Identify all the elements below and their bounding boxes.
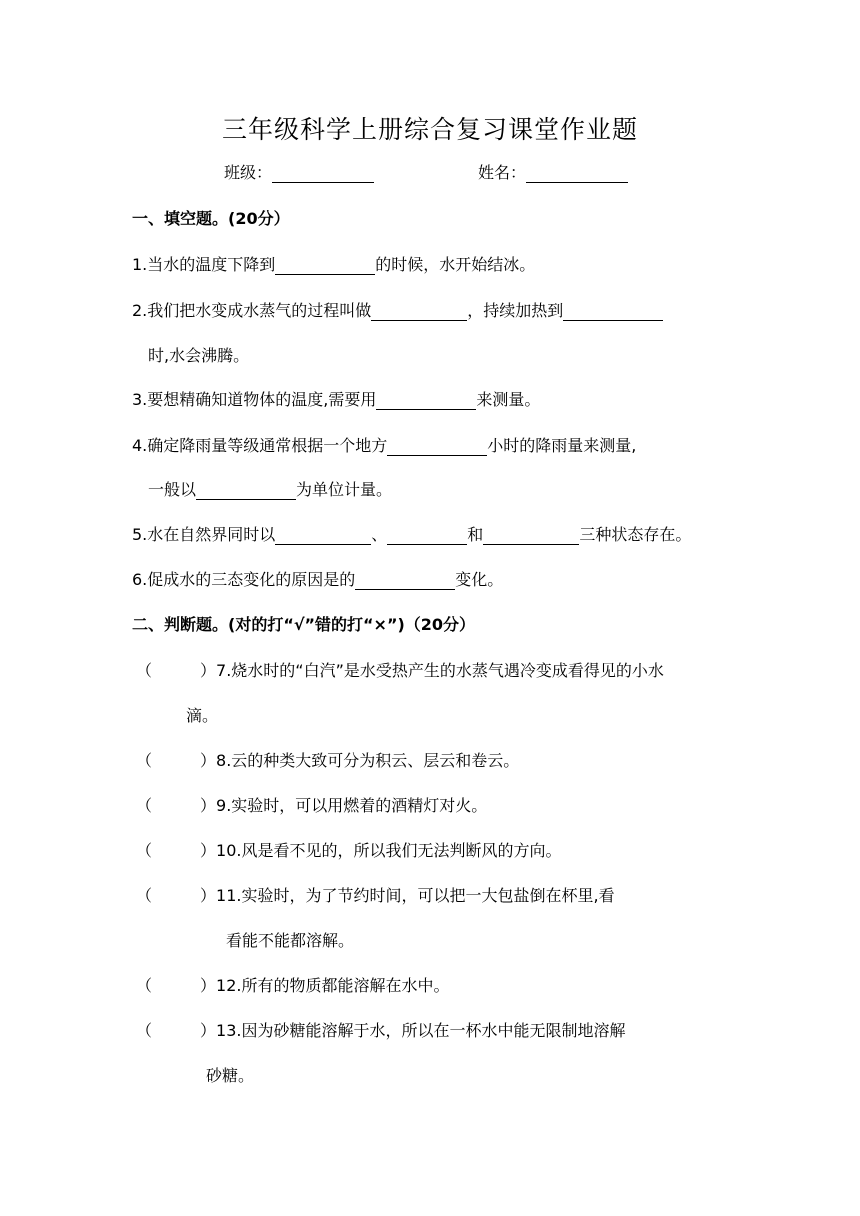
question-text: 小时的降雨量来测量, — [487, 436, 637, 455]
question-text: 、 — [371, 525, 388, 544]
class-label: 班级： — [224, 163, 273, 182]
class-field — [224, 160, 374, 183]
question-12 — [136, 973, 449, 996]
question-text: 7.烧水时的“白汽”是水受热产生的水蒸气遇冷变成看得见的小水 — [216, 661, 664, 680]
paren-close: ） — [200, 976, 217, 995]
paren-open: （ — [136, 751, 153, 770]
paren-open: （ — [136, 1021, 153, 1040]
answer-blank[interactable] — [196, 481, 296, 500]
question-5 — [132, 522, 691, 545]
question-4-cont — [148, 477, 392, 500]
question-6 — [132, 567, 503, 590]
paren-open: （ — [136, 661, 153, 680]
question-text: 10.风是看不见的，所以我们无法判断风的方向。 — [216, 841, 562, 860]
question-7 — [136, 658, 664, 681]
question-13 — [136, 1018, 625, 1041]
question-text: 和 — [467, 525, 484, 544]
question-9 — [136, 793, 487, 816]
question-text: ，持续加热到 — [467, 301, 564, 320]
answer-blank[interactable] — [355, 571, 455, 590]
question-text: 为单位计量。 — [296, 480, 393, 499]
name-blank[interactable] — [526, 164, 628, 183]
question-text: 变化。 — [455, 570, 504, 589]
answer-blank[interactable] — [483, 526, 579, 545]
paren-close: ） — [200, 1021, 217, 1040]
question-text: 6.促成水的三态变化的原因是的 — [132, 570, 356, 589]
question-7-cont: 滴。 — [186, 706, 219, 725]
paren-close: ） — [200, 661, 217, 680]
answer-blank[interactable] — [376, 391, 476, 410]
question-11 — [136, 883, 615, 906]
question-8 — [136, 748, 519, 771]
answer-blank[interactable] — [387, 437, 487, 456]
question-text: 8.云的种类大致可分为积云、层云和卷云。 — [216, 751, 520, 770]
paren-close: ） — [200, 751, 217, 770]
question-text: 的时候，水开始结冰。 — [375, 255, 536, 274]
name-field — [478, 160, 628, 183]
answer-blank[interactable] — [371, 302, 467, 321]
question-text: 三种状态存在。 — [579, 525, 692, 544]
answer-blank[interactable] — [387, 526, 467, 545]
name-label: 姓名： — [478, 163, 527, 182]
question-text: 13.因为砂糖能溶解于水，所以在一杯水中能无限制地溶解 — [216, 1021, 626, 1040]
question-13-cont: 砂糖。 — [206, 1066, 255, 1085]
class-blank[interactable] — [272, 164, 374, 183]
answer-blank[interactable] — [275, 526, 371, 545]
question-text: 5.水在自然界同时以 — [132, 525, 276, 544]
paren-open: （ — [136, 886, 153, 905]
paren-close: ） — [200, 886, 217, 905]
question-text: 2.我们把水变成水蒸气的过程叫做 — [132, 301, 372, 320]
paren-open: （ — [136, 976, 153, 995]
question-3 — [132, 387, 540, 410]
question-10 — [136, 838, 561, 861]
section-heading-fill: 一、填空题。(20分） — [132, 209, 290, 228]
question-text: 1.当水的温度下降到 — [132, 255, 276, 274]
question-text: 3.要想精确知道物体的温度,需要用 — [132, 390, 377, 409]
paren-close: ） — [200, 841, 217, 860]
paren-open: （ — [136, 841, 153, 860]
answer-blank[interactable] — [563, 302, 663, 321]
question-text: 来测量。 — [476, 390, 541, 409]
question-4 — [132, 433, 636, 456]
section-heading-judge: 二、判断题。(对的打“√”错的打“×”)（20分） — [132, 615, 476, 634]
question-text: 11.实验时，为了节约时间，可以把一大包盐倒在杯里,看 — [216, 886, 615, 905]
question-text: 12.所有的物质都能溶解在水中。 — [216, 976, 450, 995]
page-title: 三年级科学上册综合复习课堂作业题 — [221, 115, 638, 144]
question-2-cont: 时,水会沸腾。 — [148, 346, 250, 365]
question-11-cont: 看能不能都溶解。 — [226, 931, 355, 950]
paren-open: （ — [136, 796, 153, 815]
question-text: 一般以 — [148, 480, 197, 499]
question-2 — [132, 298, 663, 321]
question-text: 9.实验时，可以用燃着的酒精灯对火。 — [216, 796, 488, 815]
question-1 — [132, 252, 535, 275]
paren-close: ） — [200, 796, 217, 815]
answer-blank[interactable] — [275, 256, 375, 275]
question-text: 4.确定降雨量等级通常根据一个地方 — [132, 436, 388, 455]
